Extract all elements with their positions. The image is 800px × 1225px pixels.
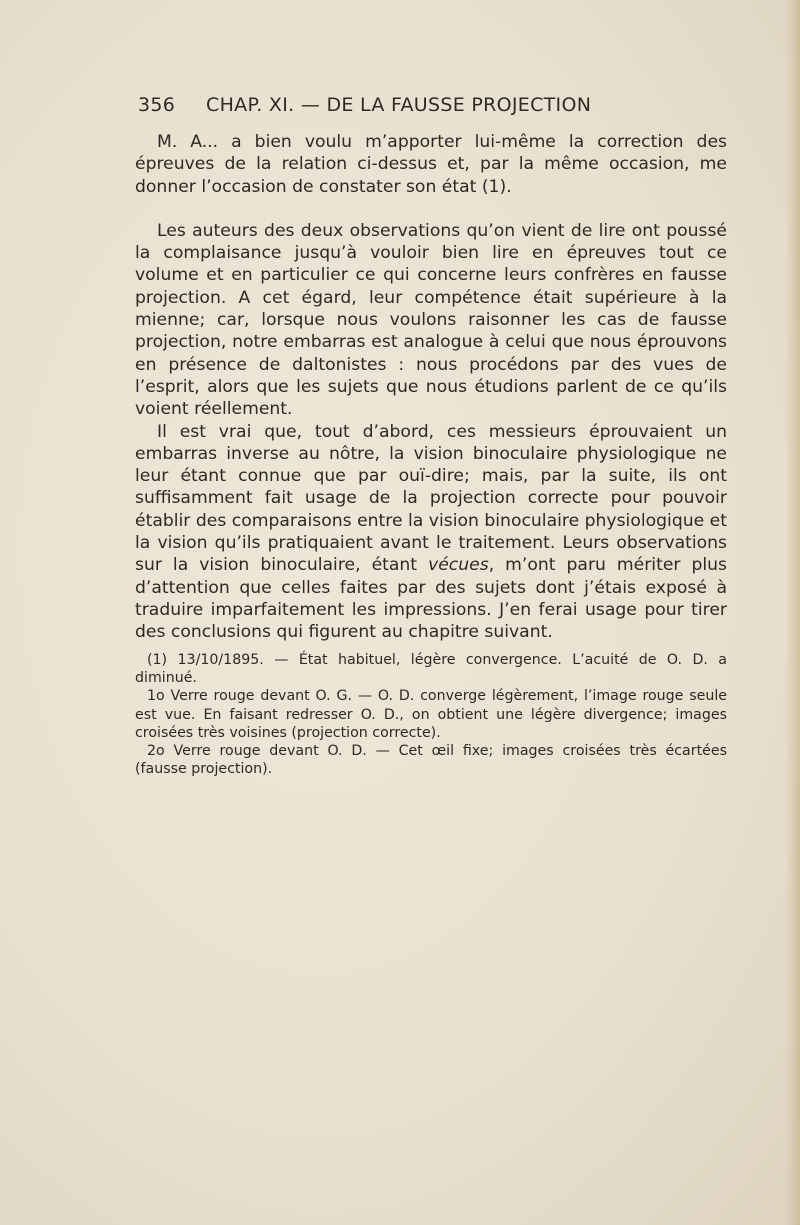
paragraph-3 <box>135 421 727 644</box>
main-text <box>135 131 727 644</box>
paragraph-3-part-1: Il est vrai que, tout d’abord, ces messieurs éprouvaient un embarras inverse au nôtre, la vision binoculaire physiologique ne leur étant connue que par ouï-dire; mais, par la suite, ils ont suffisamment fait usage de la projection correcte pour pouvoir établir des comparaisons entre la vision binoculaire physiologique et la vision qu’ils pratiquaient avant le traitement. Leurs observations sur la vision binoculaire, étant <box>135 421 727 576</box>
footnote-3: 2o Verre rouge devant O. D. — Cet œil fixe; images croisées très écartées (fausse projection). <box>135 743 727 778</box>
running-title: CHAP. XI. — DE LA FAUSSE PROJECTION <box>206 94 592 116</box>
footnotes <box>135 651 727 778</box>
footnote-1: (1) 13/10/1895. — État habituel, légère convergence. L’acuité de O. D. a diminué. <box>135 652 727 687</box>
paragraph-3-part-2: , m’ont paru mériter plus d’attention que celles faites par des sujets dont j’étais exposé à traduire imparfaitement les impressions. J’en ferai usage pour tirer des conclusions qui figurent au chapitre suivant. <box>135 555 727 643</box>
page-number: 356 <box>138 94 176 116</box>
page-edge <box>786 0 800 1225</box>
footnote-2: 1o Verre rouge devant O. G. — O. D. converge légèrement, l’image rouge seule est vue. En faisant redresser O. D., on obtient une légère divergence; images croisées très voisines (projection correcte). <box>135 688 727 741</box>
paragraph-1: M. A... a bien voulu m’apporter lui-même la correction des épreuves de la relation ci-dessus et, par la même occasion, me donner l’occasion de constater son état (1). <box>135 132 727 197</box>
paragraph-2: Les auteurs des deux observations qu’on vient de lire ont poussé la complaisance jusqu’à vouloir bien lire en épreuves tout ce volume et en particulier ce qui concerne leurs confrères en fausse projection. A cet égard, leur compétence était supérieure à la mienne; car, lorsque nous voulons raisonner les cas de fausse projection, notre embarras est analogue à celui que nous éprouvons en présence de daltonistes : nous procédons par des vues de l’esprit, alors que les sujets que nous étudions parlent de ce qu’ils voient réellement. <box>135 220 727 420</box>
paragraph-3-italic: vécues <box>428 555 489 576</box>
